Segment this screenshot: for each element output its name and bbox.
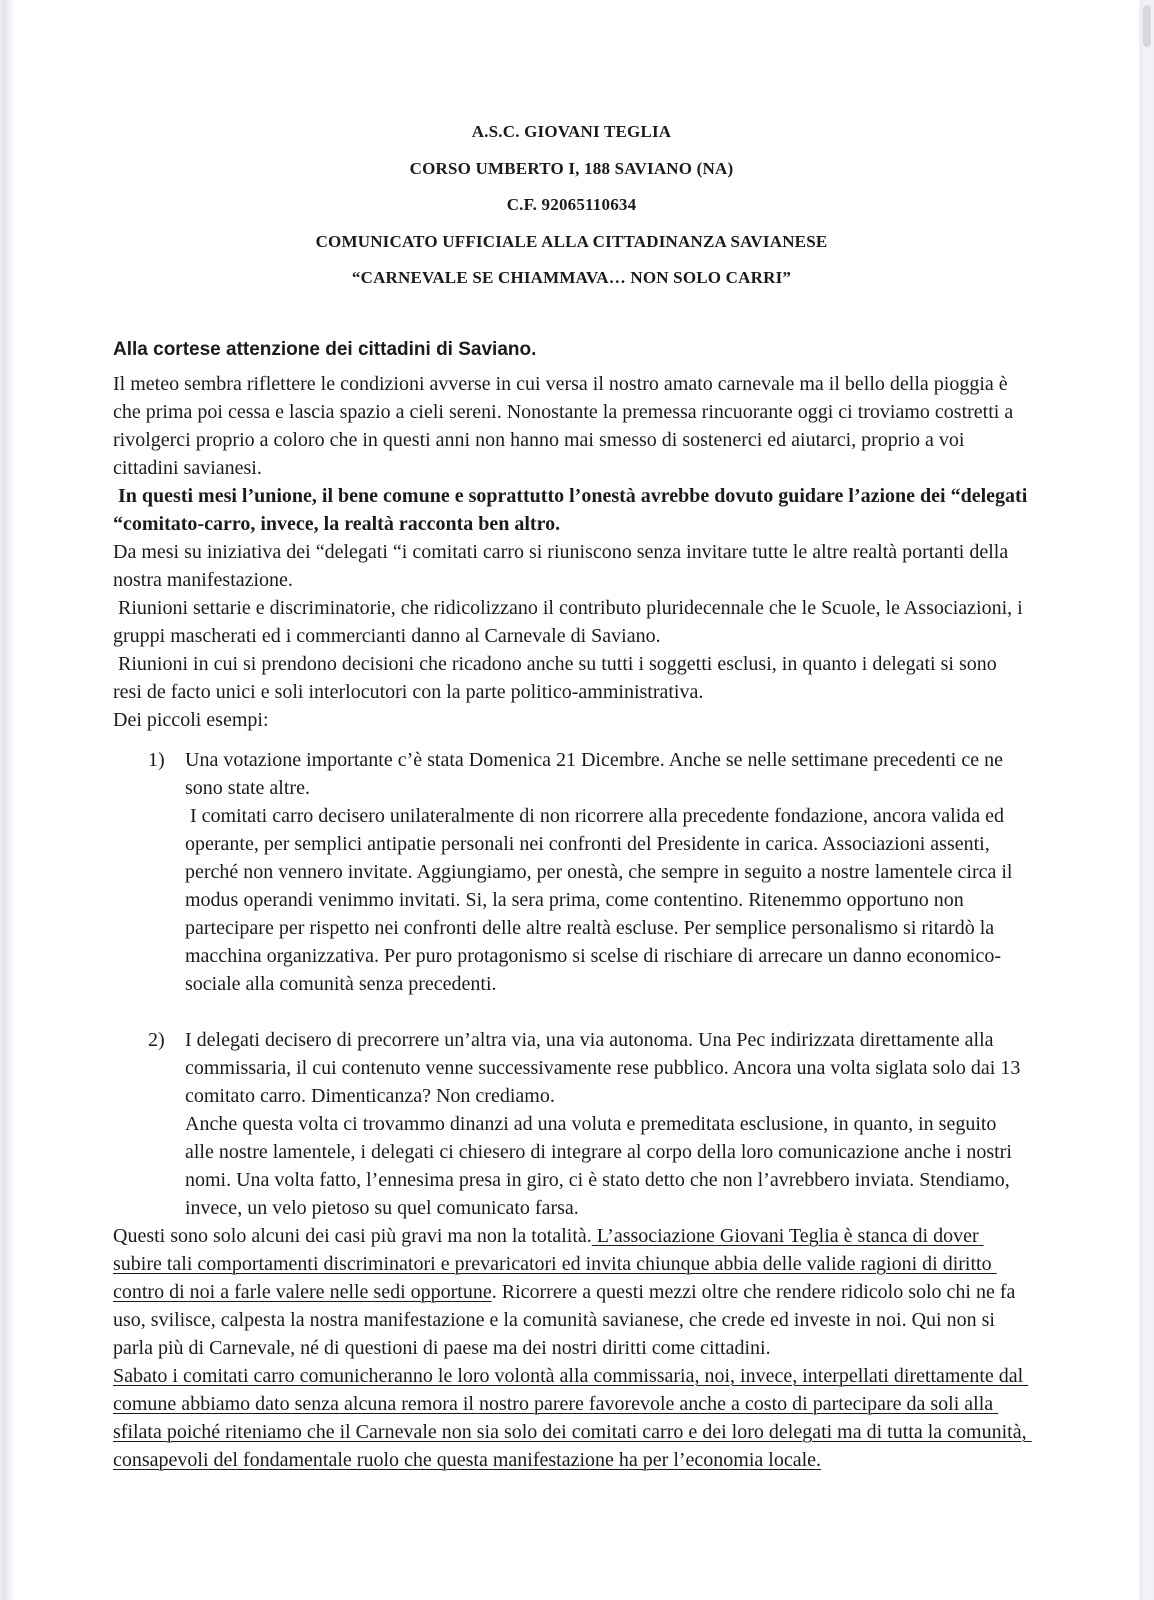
closing-pre-text: Questi sono solo alcuni dei casi più gravi ma non la totalità. <box>113 1224 592 1247</box>
scrollbar-thumb[interactable] <box>1143 5 1151 47</box>
document-header <box>113 0 1030 297</box>
paragraph-riunioni-settarie: Riunioni settarie e discriminatorie, che ridicolizzano il contributo pluridecennale che le Scuole, le Associazioni, i gruppi mascherati ed i commercianti danno al Carnevale di Saviano. <box>113 596 1028 647</box>
paragraph-riunioni-decisioni: Riunioni in cui si prendono decisioni che ricadono anche su tutti i soggetti esclusi, in quanto i delegati si sono resi de facto unici e soli interlocutori con la parte politico-amministrativa. <box>113 652 1002 703</box>
page-left-edge <box>0 0 16 1600</box>
document-page <box>113 0 1033 1474</box>
list-item-2-paragraph-2: Anche questa volta ci trovammo dinanzi ad una voluta e premeditata esclusione, in quanto, in seguito alle nostre lamentele, i delegati ci chiesero di integrare al corpo della loro comunicazione anche i nostri nomi. Una volta fatto, l’ennesima presa in giro, ci è stato detto che non l’avrebbero inviata. Stendiamo, invece, un velo pietoso su quel comunicato farsa. <box>185 1112 1017 1219</box>
bold-statement-paragraph: In questi mesi l’unione, il bene comune e soprattutto l’onestà avrebbe dovuto guidare l’azione dei “delegati “comitato-carro, invece, la realtà racconta ben altro. <box>113 484 1033 535</box>
closing-underlined-text: L’associazione Giovani Teglia è stanca di dover subire tali comportamenti discriminatori e prevaricatori ed invita chiunque abbia delle valide ragioni di diritto contro di noi a farle valere nelle sedi opportune <box>113 1224 997 1303</box>
salutation: Alla cortese attenzione dei cittadini di Saviano. <box>113 338 537 360</box>
list-item-1-paragraph-1: Una votazione importante c’è stata Domenica 21 Dicembre. Anche se nelle settimane precedenti ce ne sono state altre. <box>185 748 1008 799</box>
list-marker-2: 2) <box>148 1028 165 1051</box>
list-item-2-text <box>185 1026 1030 1222</box>
communique-title: “CARNEVALE SE CHIAMMAVA… NON SOLO CARRI” <box>351 268 792 287</box>
page-right-edge <box>1137 0 1154 1600</box>
closing-post-text: . Ricorrere a questi mezzi oltre che rendere ridicolo solo chi ne fa uso, svilisce, calpesta la nostra manifestazione e la comunità savianese, che crede ed investe in noi. Qui non si parla più di Carnevale, né di questioni di paese ma dei nostri diritti come cittadini. <box>113 1280 1021 1359</box>
final-underlined-paragraph: Sabato i comitati carro comunicheranno le loro volontà alla commissaria, noi, invece, interpellati direttamente dal comune abbiamo dato senza alcuna remora il nostro parere favorevole anche a costo di partecipare da soli alla sfilata poiché riteniamo che il Carnevale non sia solo dei comitati carro e dei loro delegati ma di tutta la comunità, consapevoli del fondamentale ruolo che questa manifestazione ha per l’economia locale. <box>113 1364 1032 1471</box>
list-item-2-paragraph-1: I delegati decisero di precorrere un’altra via, una via autonoma. Una Pec indirizzata direttamente alla commissaria, il cui contenuto venne successivamente rese pubblico. Ancora una volta siglata solo dai 13 comitato carro. Dimenticanza? Non crediamo. <box>185 1028 1026 1107</box>
communique-subject: COMUNICATO UFFICIALE ALLA CITTADINANZA SAVIANESE <box>315 231 828 251</box>
fiscal-code: C.F. 92065110634 <box>506 195 637 214</box>
intro-paragraph: Il meteo sembra riflettere le condizioni avverse in cui versa il nostro amato carnevale ma il bello della pioggia è che prima poi cessa e lascia spazio a cieli sereni. Nonostante la premessa rincuorante oggi ci troviamo costretti a rivolgerci proprio a coloro che in questi anni non hanno mai smesso di sostenerci ed aiutarci, proprio a voi cittadini savianesi. <box>113 372 1019 479</box>
examples-intro: Dei piccoli esempi: <box>113 708 269 731</box>
paragraph-da-mesi: Da mesi su iniziativa dei “delegati “i comitati carro si riuniscono senza invitare tutte le altre realtà portanti della nostra manifestazione. <box>113 540 1014 591</box>
list-item-1-paragraph-2: I comitati carro decisero unilateralmente di non ricorrere alla precedente fondazione, ancora valida ed operante, per semplici antipatie personali nei confronti del Presidente in carica. Associazioni assenti, perché non vennero invitate. Aggiungiamo, per onestà, che sempre in seguito a nostre lamentele circa il modus operandi venimmo invitati. Si, la sera prima, come contentino. Ritenemmo opportuno non partecipare per rispetto nei confronti delle altre realtà escluse. Per semplice personalismo si ritardò la macchina organizzativa. Per puro protagonismo si scelse di rischiare di arrecare un danno economico-sociale alla comunità senza precedenti. <box>185 804 1018 995</box>
list-item-1 <box>148 746 1030 998</box>
list-item-1-text <box>185 746 1030 998</box>
org-address: CORSO UMBERTO I, 188 SAVIANO (NA) <box>409 158 734 178</box>
list-marker-1: 1) <box>148 748 165 771</box>
closing-paragraph <box>113 1222 1030 1362</box>
list-item-2 <box>148 1026 1030 1222</box>
org-name: A.S.C. GIOVANI TEGLIA <box>471 122 672 141</box>
